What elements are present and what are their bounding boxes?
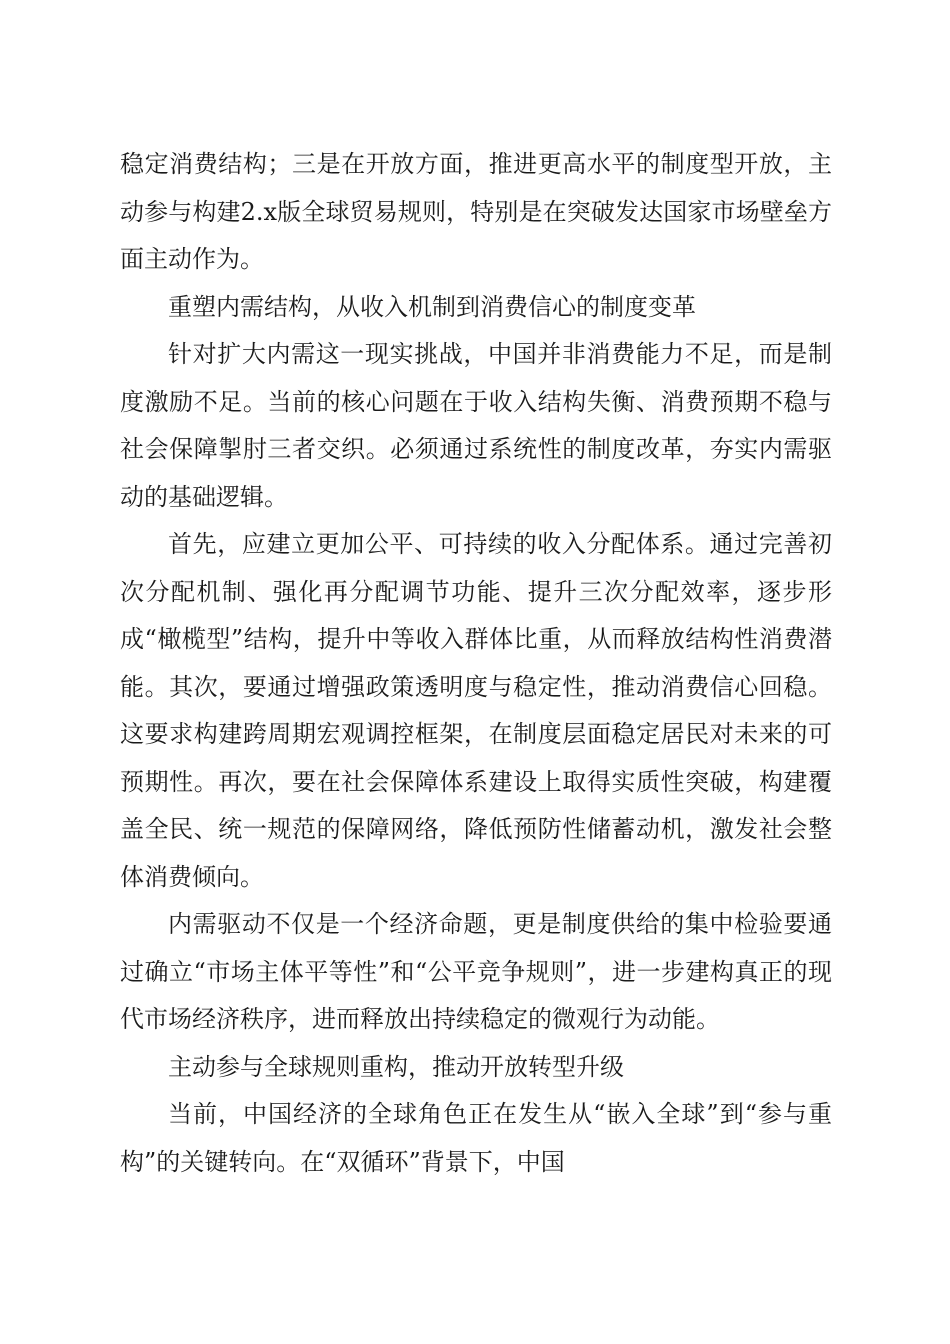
paragraph-institutional-supply: 内需驱动不仅是一个经济命题，更是制度供给的集中检验要通过确立“市场主体平等性”和“公平竞争规则”，进一步建构真正的现代市场经济秩序，进而释放出持续稳定的微观行为动能。 <box>120 910 832 1033</box>
paragraph-demand-challenge: 针对扩大内需这一现实挑战，中国并非消费能力不足，而是制度激励不足。当前的核心问题在于收入结构失衡、消费预期不稳与社会保障掣肘三者交织。必须通过系统性的制度改革，夯实内需驱动的基础逻辑。 <box>120 340 832 511</box>
paragraph-income-distribution: 首先，应建立更加公平、可持续的收入分配体系。通过完善初次分配机制、强化再分配调节功能、提升三次分配效率，逐步形成“橄榄型”结构，提升中等收入群体比重，从而释放结构性消费潜能。其次，要通过增强政策透明度与稳定性，推动消费信心回稳。这要求构建跨周期宏观调控框架，在制度层面稳定居民对未来的可预期性。再次，要在社会保障体系建设上取得实质性突破，构建覆盖全民、统一规范的保障网络，降低预防性储蓄动机，激发社会整体消费倾向。 <box>120 530 832 891</box>
paragraph-global-role: 当前，中国经济的全球角色正在发生从“嵌入全球”到“参与重构”的关键转向。在“双循环”背景下，中国 <box>120 1100 832 1176</box>
paragraph-consumption-structure: 稳定消费结构；三是在开放方面，推进更高水平的制度型开放，主动参与构建2.x版全球贸易规则，特别是在突破发达国家市场壁垒方面主动作为。 <box>120 150 832 273</box>
section-heading-global-rules: 主动参与全球规则重构，推动开放转型升级 <box>168 1052 624 1081</box>
section-heading-domestic-demand: 重塑内需结构，从收入机制到消费信心的制度变革 <box>168 292 696 321</box>
document-body <box>120 141 832 1186</box>
